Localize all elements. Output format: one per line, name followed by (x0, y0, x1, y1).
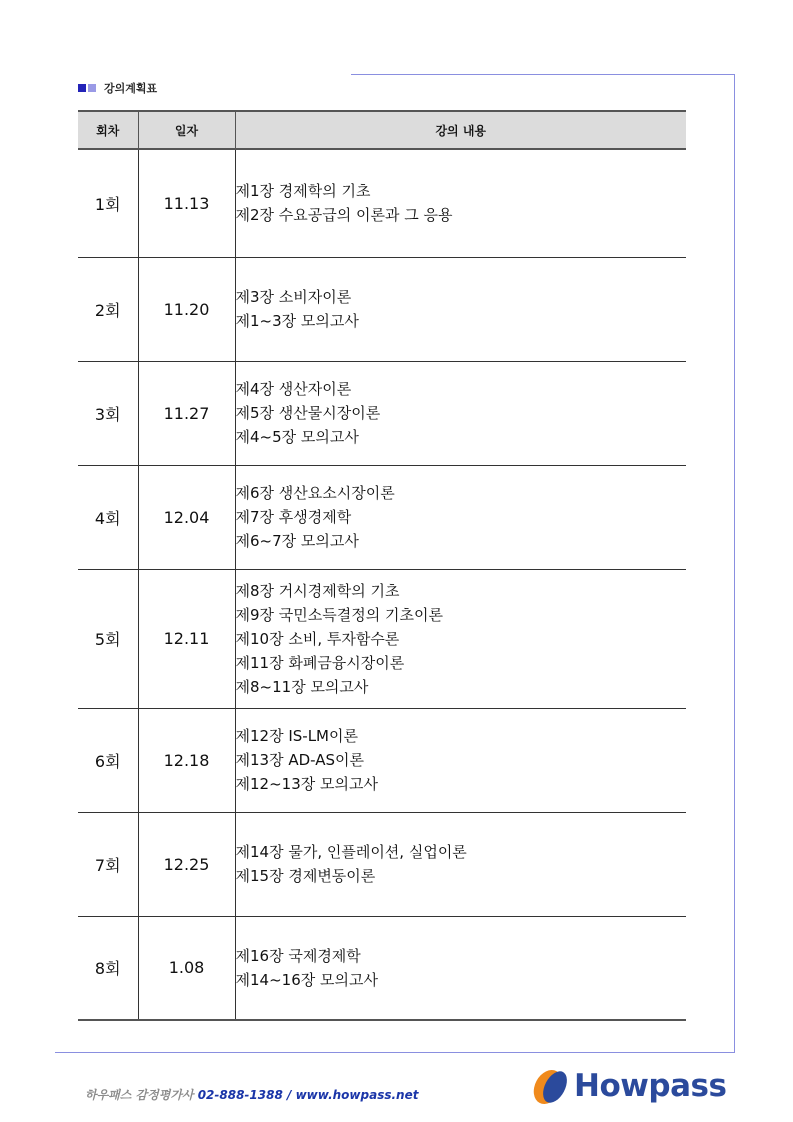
footer-brand: 하우패스 감정평가사 (85, 1088, 194, 1102)
date-cell: 12.04 (138, 465, 235, 569)
footer-separator: / (287, 1088, 292, 1102)
date-cell: 11.20 (138, 257, 235, 361)
footer-phone: 02-888-1388 (197, 1088, 283, 1102)
table-row (78, 361, 686, 465)
content-cell (235, 257, 686, 361)
content-cell (235, 149, 686, 257)
session-cell: 7회 (78, 812, 138, 916)
section-header (78, 80, 157, 96)
table-header-row (78, 111, 686, 149)
date-cell: 11.27 (138, 361, 235, 465)
square-bullet-icon (78, 84, 86, 92)
square-bullet-light-icon (88, 84, 96, 92)
content-line: 제5장 생산물시장이론 (235, 404, 381, 422)
section-title: 강의계획표 (104, 82, 158, 95)
session-cell: 6회 (78, 708, 138, 812)
content-line: 제16장 국제경제학 (235, 946, 361, 965)
content-cell (235, 569, 686, 708)
session-cell: 1회 (78, 149, 138, 257)
content-cell (235, 812, 686, 916)
content-line: 제8~11장 모의고사 (235, 677, 369, 696)
column-header-session: 회차 (78, 111, 138, 149)
content-line: 제1장 경제학의 기초 (235, 182, 371, 201)
content-line: 제13장 AD-AS이론 (235, 751, 364, 769)
content-line: 제12장 IS-LM이론 (235, 727, 358, 745)
content-cell (235, 708, 686, 812)
content-line: 제14~16장 모의고사 (235, 970, 378, 989)
content-line: 제1~3장 모의고사 (235, 312, 359, 330)
session-cell: 8회 (78, 916, 138, 1020)
column-header-date: 일자 (138, 111, 235, 149)
content-line: 제11장 화폐금융시장이론 (235, 653, 405, 672)
content-line: 제4장 생산자이론 (235, 380, 352, 398)
footer-url-link[interactable]: www.howpass.net (295, 1088, 419, 1102)
table-row (78, 812, 686, 916)
date-cell: 1.08 (138, 916, 235, 1020)
table-row (78, 149, 686, 257)
content-line: 제6장 생산요소시장이론 (235, 484, 395, 502)
lecture-plan-table (78, 110, 686, 1021)
date-cell: 12.18 (138, 708, 235, 812)
content-line: 제8장 거시경제학의 기초 (235, 581, 400, 600)
table-row (78, 916, 686, 1020)
table-row (78, 708, 686, 812)
content-line: 제14장 물가, 인플레이션, 실업이론 (235, 843, 467, 861)
content-line: 제4~5장 모의고사 (235, 428, 359, 446)
date-cell: 12.11 (138, 569, 235, 708)
content-line: 제7장 후생경제학 (235, 508, 352, 526)
session-cell: 4회 (78, 465, 138, 569)
session-cell: 2회 (78, 257, 138, 361)
session-cell: 5회 (78, 569, 138, 708)
content-cell (235, 916, 686, 1020)
session-cell: 3회 (78, 361, 138, 465)
content-line: 제6~7장 모의고사 (235, 532, 359, 550)
table-row (78, 257, 686, 361)
content-line: 제9장 국민소득결정의 기초이론 (235, 605, 443, 624)
howpass-leaf-logo-icon (528, 1064, 572, 1108)
table-row (78, 569, 686, 708)
date-cell: 11.13 (138, 149, 235, 257)
content-line: 제12~13장 모의고사 (235, 775, 378, 793)
content-line: 제10장 소비, 투자함수론 (235, 629, 400, 648)
content-line: 제15장 경제변동이론 (235, 867, 376, 885)
column-header-content: 강의 내용 (235, 111, 686, 149)
page-frame-right-line (734, 74, 735, 1053)
howpass-logo (528, 1064, 726, 1108)
content-line: 제2장 수요공급의 이론과 그 응용 (235, 206, 453, 225)
page-frame-bottom-line (55, 1052, 735, 1053)
logo-wordmark: Howpass (574, 1068, 727, 1104)
date-cell: 12.25 (138, 812, 235, 916)
content-cell (235, 465, 686, 569)
table-row (78, 465, 686, 569)
page-frame-top-line (351, 74, 735, 75)
footer-contact (85, 1086, 418, 1103)
content-cell (235, 361, 686, 465)
content-line: 제3장 소비자이론 (235, 288, 352, 306)
